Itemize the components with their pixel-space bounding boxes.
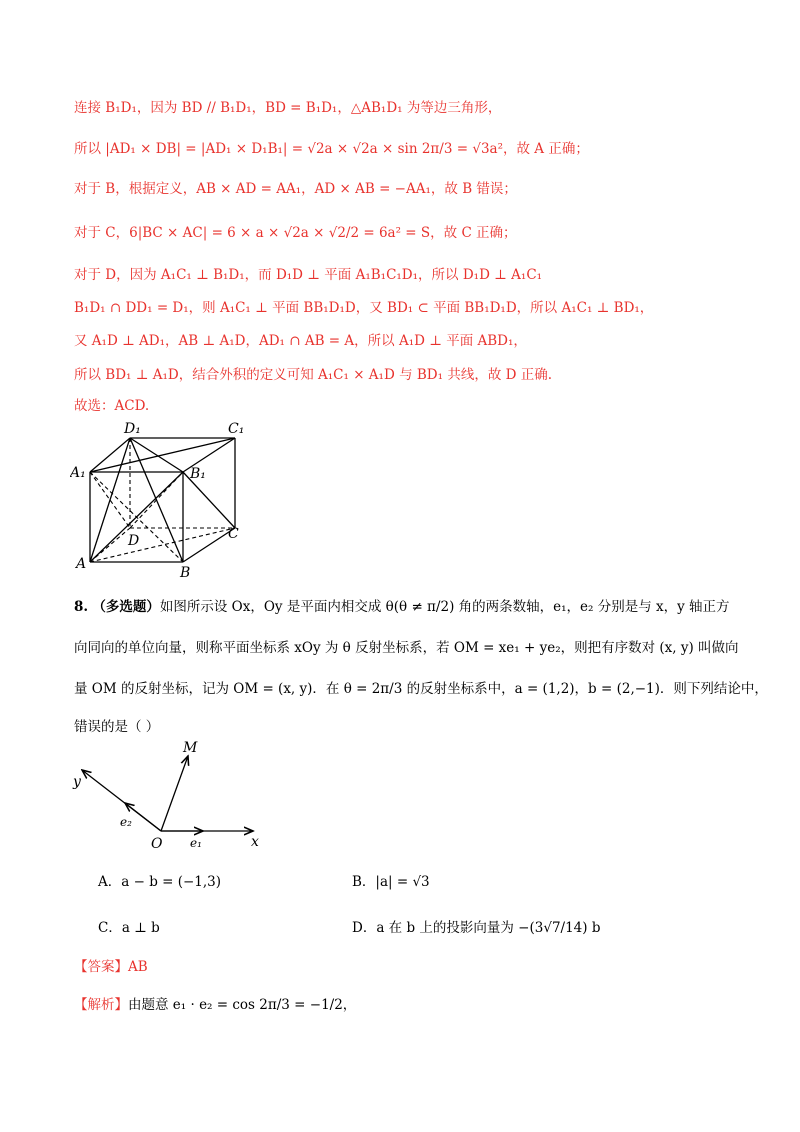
solution-line-1: 连接 B₁D₁，因为 BD // B₁D₁，BD = B₁D₁，△AB₁D₁ 为等边三角形， <box>74 100 502 116</box>
label-D1: D₁ <box>124 421 141 437</box>
question-line-1 <box>74 597 730 617</box>
solution-line-5: 对于 D，因为 A₁C₁ ⊥ B₁D₁，而 D₁D ⊥ 平面 A₁B₁C₁D₁，所以 D₁D ⊥ A₁C₁ <box>74 267 543 283</box>
solution-line-6: B₁D₁ ∩ DD₁ = D₁，则 A₁C₁ ⊥ 平面 BB₁D₁D，又 BD₁ ⊂ 平面 BB₁D₁D，所以 A₁C₁ ⊥ BD₁， <box>74 300 654 316</box>
question-line-3: 量 OM 的反射坐标，记为 OM = (x, y)．在 θ = 2π/3 的反射坐标系中，a = (1,2)，b = (2,−1)．则下列结论中， <box>74 681 768 697</box>
analysis-label: 【解析】 <box>74 997 128 1013</box>
label-B: B <box>180 565 191 580</box>
option-a: A．a − b = (−1,3) <box>98 874 222 890</box>
cube-figure <box>70 420 250 580</box>
question-tag: （多选题） <box>92 599 160 615</box>
solution-line-9: 故选：ACD. <box>74 398 150 414</box>
axes-label-y: y <box>73 774 81 790</box>
axes-label-e1: e₁ <box>190 836 202 850</box>
label-A: A <box>76 556 87 572</box>
solution-line-7: 又 A₁D ⊥ AD₁，AB ⊥ A₁D，AD₁ ∩ AB = A，所以 A₁D ⊥ 平面 ABD₁， <box>74 333 527 349</box>
solution-line-3: 对于 B，根据定义，AB × AD = AA₁，AD × AB = −AA₁，故 B 错误； <box>74 181 517 197</box>
option-d: D．a 在 b 上的投影向量为 −(3√7/14) b <box>352 920 601 936</box>
question-text-1: 如图所示设 Ox，Oy 是平面内相交成 θ(θ ≠ π/2) 角的两条数轴，e₁，e₂ 分别是与 x，y 轴正方 <box>159 599 730 615</box>
analysis-line <box>74 995 356 1015</box>
answer-label: 【答案】 <box>74 959 128 975</box>
label-D: D <box>128 533 140 549</box>
solution-line-4: 对于 C，6|BC × AC| = 6 × a × √2a × √2/2 = 6a² = S，故 C 正确； <box>74 225 517 241</box>
label-C1: C₁ <box>228 421 245 437</box>
analysis-text: 由题意 e₁ · e₂ = cos 2π/3 = −1/2， <box>128 997 357 1013</box>
label-C: C <box>228 526 239 542</box>
option-c: C．a ⊥ b <box>98 920 160 936</box>
axes-label-x: x <box>251 834 259 850</box>
question-number: 8. <box>74 599 89 615</box>
answer-line <box>74 957 148 977</box>
axes-figure <box>65 740 285 855</box>
question-line-4: 错误的是（ ） <box>74 719 160 735</box>
label-A1: A₁ <box>70 465 86 481</box>
axes-label-e2: e₂ <box>120 815 132 829</box>
label-B1: B₁ <box>190 466 206 482</box>
question-line-2: 向同向的单位向量，则称平面坐标系 xOy 为 θ 反射坐标系，若 OM = xe₁ + ye₂，则把有序数对 (x, y) 叫做向 <box>74 640 739 656</box>
option-b: B．|a| = √3 <box>352 874 430 890</box>
answer-value: AB <box>128 959 148 975</box>
axes-label-M: M <box>183 740 198 756</box>
solution-line-2: 所以 |AD₁ × DB| = |AD₁ × D₁B₁| = √2a × √2a × sin 2π/3 = √3a²，故 A 正确； <box>74 141 589 157</box>
solution-line-8: 所以 BD₁ ⊥ A₁D，结合外积的定义可知 A₁C₁ × A₁D 与 BD₁ 共线，故 D 正确. <box>74 367 553 383</box>
axes-label-O: O <box>151 836 163 852</box>
